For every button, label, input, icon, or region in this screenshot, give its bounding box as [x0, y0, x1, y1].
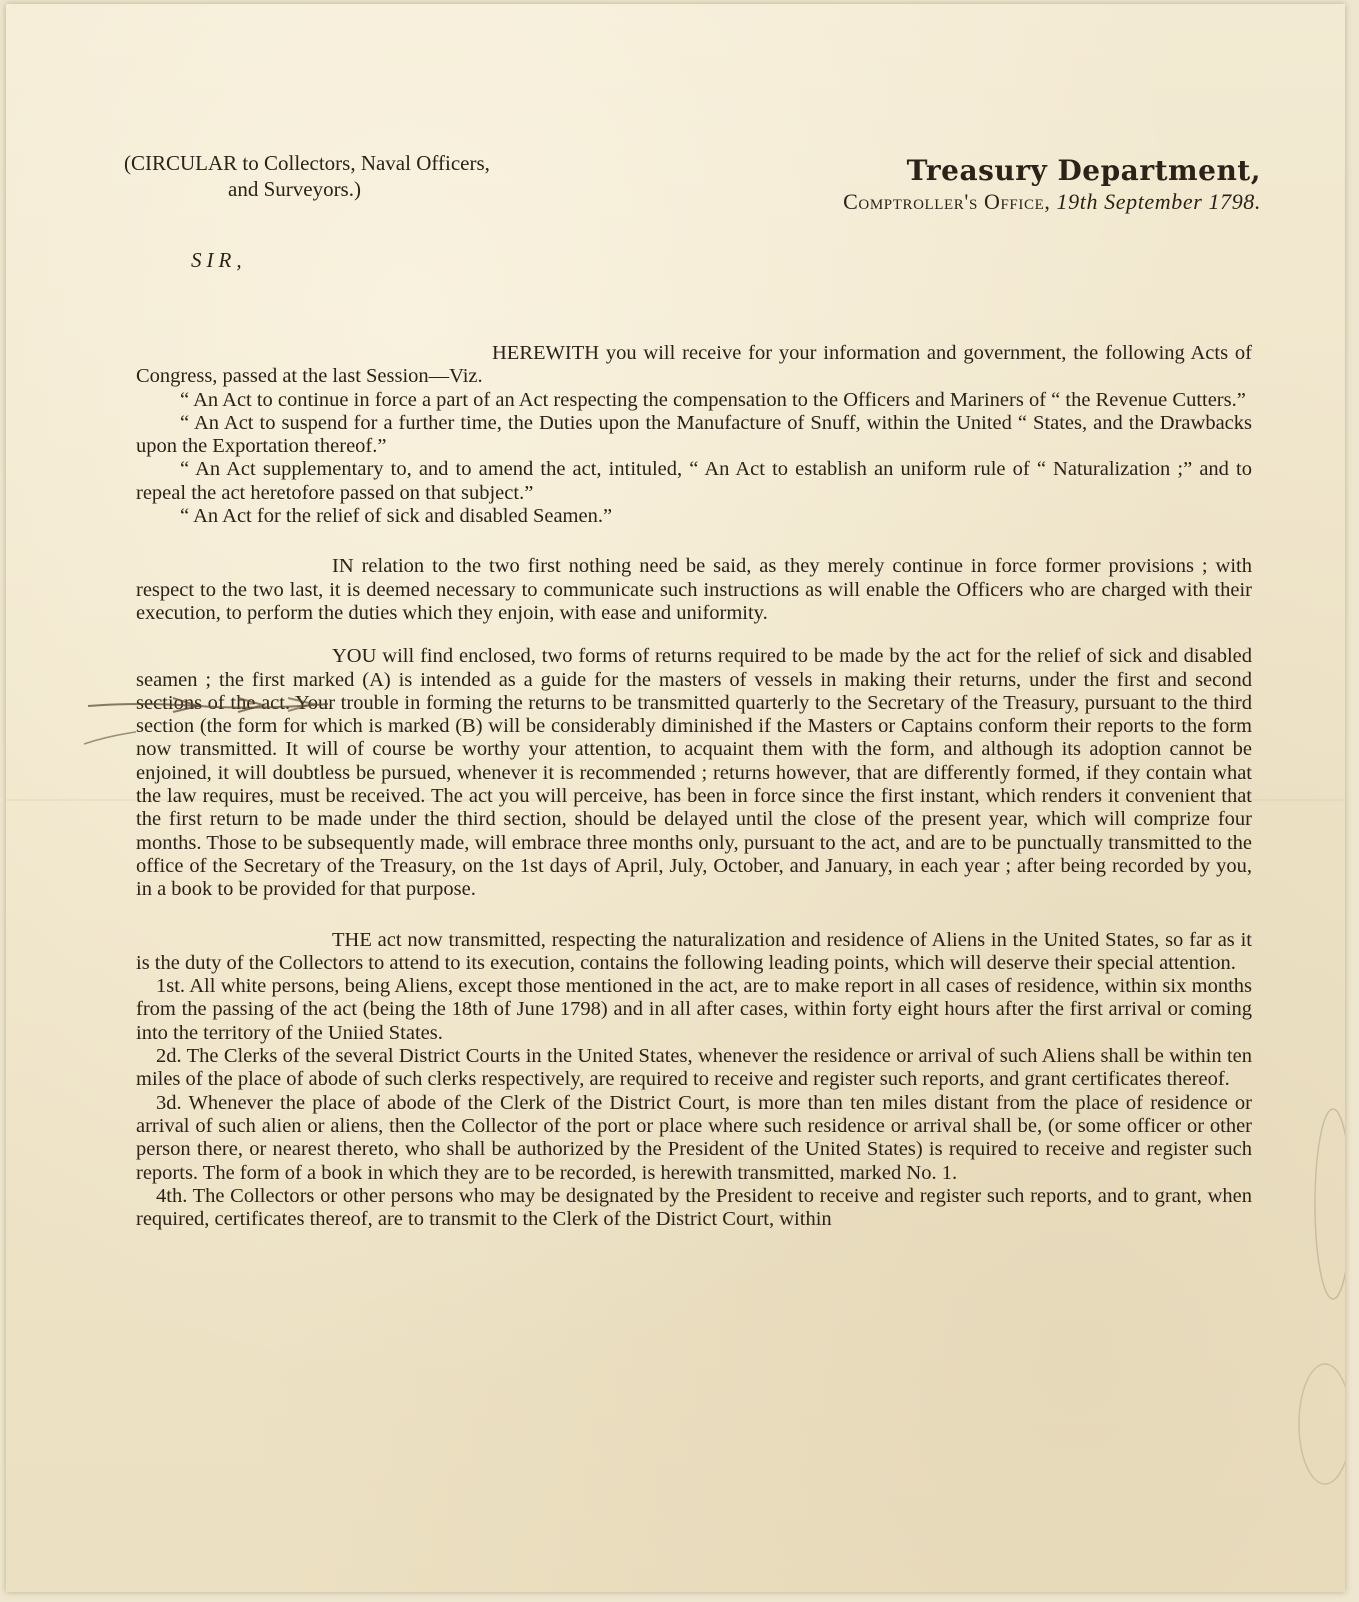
department-heading	[843, 154, 1261, 216]
document-page	[6, 4, 1345, 1592]
quoted-act-4: “ An Act for the relief of sick and disabled Seamen.”	[180, 505, 613, 528]
department-title: Treasury Department,	[906, 154, 1261, 187]
paragraph-you-will-find: YOU will find enclosed, two forms of returns required to be made by the act for the relief of sick and disabled seamen ; the first marked (A) is intended as a guide for the masters of vessels in making their returns, under the first and second sections of the act. Your trouble in forming the returns to be transmitted quarterly to the Secretary of the Treasury, pursuant to the third section (the form for which is marked (B) will be considerably diminished if the Masters or Captains conform their reports to the form now transmitted. It will of course be worthy your attention, to acquaint them with the form, and although its adoption cannot be enjoined, it will doubtless be pursued, whenever it is recommended ; returns however, that are differently formed, if they contain what the law requires, must be received. The act you will perceive, has been in force since the first instant, which renders it convenient that the first return to be made under the third section, should be delayed until the close of the present year, which will comprize four months. Those to be subsequently made, will embrace three months only, pursuant to the act, and are to be punctually transmitted to the office of the Secretary of the Treasury, on the 1st days of April, July, October, and January, in each year ; after being recorded by you, in a book to be provided for that purpose.	[136, 645, 1252, 901]
quoted-act-1: “ An Act to continue in force a part of an Act respecting the compensation to the Officers and Mariners of “ the Revenue Cutters.”	[180, 388, 1246, 411]
circular-heading	[124, 150, 490, 202]
office-line	[843, 188, 1261, 216]
paragraph-naturalization: THE act now transmitted, respecting the naturalization and residence of Aliens in the United States, so far as it is the duty of the Collectors to attend to its execution, contains the following leading points, which will deserve their special attention.	[136, 928, 1252, 974]
letter-date: 19th September 1798.	[1056, 189, 1261, 214]
circular-line-2: and Surveyors.)	[228, 177, 361, 201]
salutation: SIR,	[191, 248, 247, 272]
quoted-act-3: “ An Act supplementary to, and to amend the act, intituled, “ An Act to establish an uniform rule of “ Naturalization ;” and to repeal the act heretofore passed on that subject.”	[136, 458, 1252, 504]
office-name: Comptroller's Office,	[843, 189, 1057, 214]
paragraph-in-relation: IN relation to the two first nothing need be said, as they merely continue in force former provisions ; with respect to the two last, it is deemed necessary to communicate such instructions as will enable the Officers who are charged with their execution, to perform the duties which they enjoin, with ease and uniformity.	[136, 555, 1252, 624]
point-second: 2d. The Clerks of the several District Courts in the United States, whenever the residence or arrival of such Aliens shall be within ten miles of the place of abode of such clerks respectively, are required to receive and register such reports, and grant certificates thereof.	[136, 1045, 1252, 1091]
paragraph-herewith: HEREWITH you will receive for your information and government, the following Acts of Congress, passed at the last Session—Viz.	[136, 342, 1252, 388]
point-first: 1st. All white persons, being Aliens, except those mentioned in the act, are to make report in all cases of residence, within six months from the passing of the act (being the 18th of June 1798) and in all after cases, within forty eight hours after the first arrival or coming into the territory of the Uniied States.	[136, 975, 1252, 1044]
point-fourth: 4th. The Collectors or other persons who may be designated by the President to receive and register such reports, and to grant, when required, certificates thereof, are to transmit to the Clerk of the District Court, within	[136, 1184, 1252, 1231]
circular-line-1: (CIRCULAR to Collectors, Naval Officers,	[124, 151, 490, 175]
faded-stamp-mark	[1285, 1084, 1345, 1504]
letter-body	[136, 342, 1252, 1231]
point-third: 3d. Whenever the place of abode of the Clerk of the District Court, is more than ten miles distant from the place of residence or arrival of such alien or aliens, then the Collector of the port or place where such residence or arrival shall be, (or some officer or other person there, or nearest thereto, who shall be authorized by the President of the United States) is required to receive and register such reports. The form of a book in which they are to be recorded, is herewith transmitted, marked No. 1.	[136, 1091, 1252, 1184]
quoted-act-2: “ An Act to suspend for a further time, the Duties upon the Manufacture of Snuff, within the United “ States, and the Drawbacks upon the Exportation thereof.”	[136, 411, 1252, 458]
